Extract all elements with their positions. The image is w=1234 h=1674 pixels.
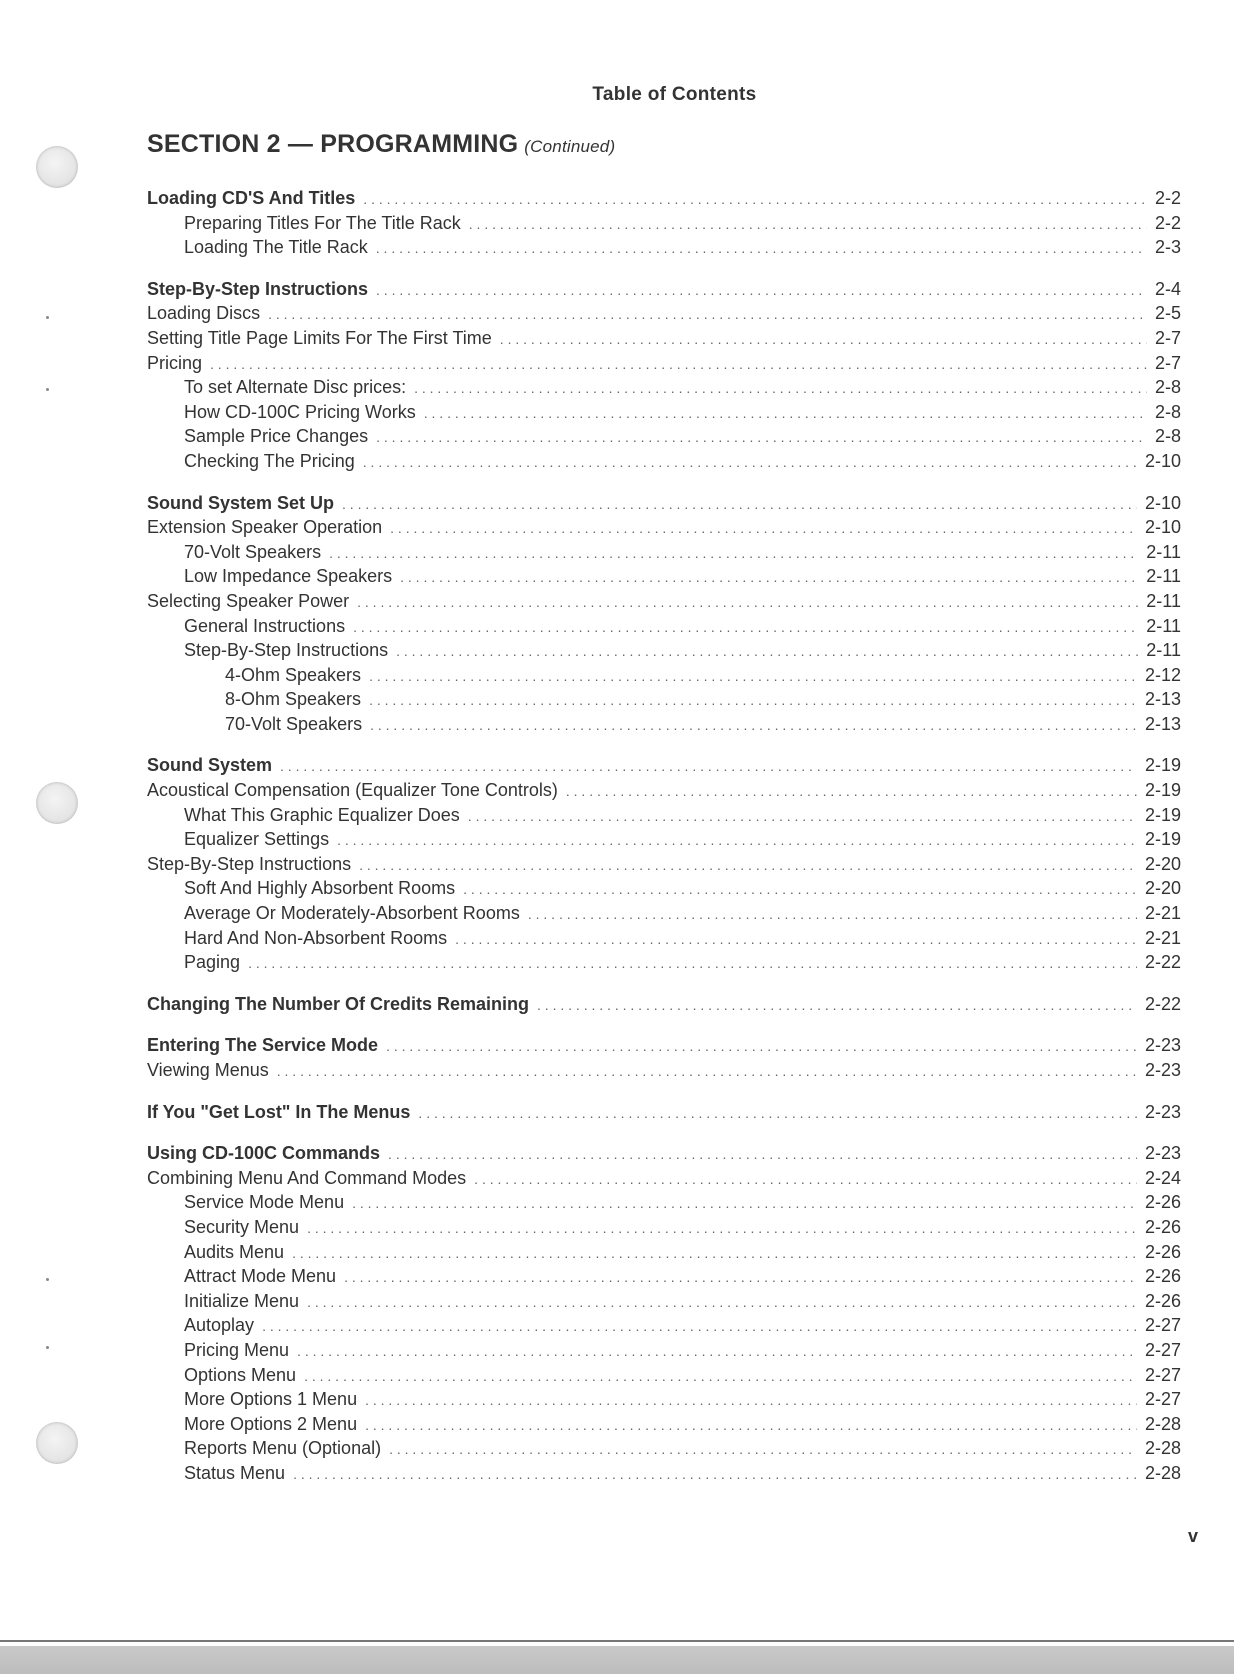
toc-entry-title: Soft And Highly Absorbent Rooms (184, 878, 456, 899)
toc-entry-page: 2-28 (1144, 1462, 1181, 1483)
dot-leader (337, 828, 1137, 853)
toc-entry-title: Average Or Moderately-Absorbent Rooms (184, 903, 520, 924)
toc-entry-title: 70-Volt Speakers (184, 541, 322, 562)
toc-entry-title: Step-By-Step Instructions (147, 278, 369, 299)
dot-leader (292, 1241, 1137, 1266)
toc-entry-page: 2-22 (1144, 993, 1181, 1014)
toc-entry (147, 992, 1181, 1017)
toc-entry (147, 540, 1181, 565)
toc-entry-title: Using CD-100C Commands (147, 1143, 381, 1164)
speck-mark (46, 1346, 49, 1349)
dot-leader (566, 779, 1137, 804)
dot-leader (376, 236, 1147, 261)
page-number: v (1187, 1526, 1198, 1546)
dot-leader (386, 1034, 1137, 1059)
toc-entry-page: 2-11 (1146, 541, 1181, 562)
toc-entry-title: More Options 1 Menu (184, 1389, 358, 1410)
toc-entry-page: 2-23 (1144, 1143, 1181, 1164)
toc-entry-title: How CD-100C Pricing Works (184, 401, 416, 422)
dot-leader (400, 565, 1138, 590)
toc-entry-title: Equalizer Settings (184, 829, 330, 850)
dot-leader (304, 1364, 1137, 1389)
toc-entry (147, 687, 1181, 712)
toc-entry-page: 2-26 (1144, 1192, 1181, 1213)
dot-leader (463, 877, 1137, 902)
toc-entry-title: Extension Speaker Operation (147, 517, 383, 538)
toc-entry (147, 277, 1181, 302)
toc-entry-title: Combining Menu And Command Modes (147, 1167, 467, 1188)
toc-entry-title: 4-Ohm Speakers (225, 664, 362, 685)
dot-leader (528, 902, 1137, 927)
toc-entry-page: 2-28 (1144, 1438, 1181, 1459)
toc-entry-page: 2-26 (1144, 1216, 1181, 1237)
toc-entry-title: If You "Get Lost" In The Menus (147, 1101, 411, 1122)
toc-entry-title: Options Menu (184, 1364, 297, 1385)
toc-entry (147, 803, 1181, 828)
toc-entry-title: Entering The Service Mode (147, 1035, 379, 1056)
dot-leader (357, 590, 1138, 615)
toc-entry-page: 2-3 (1154, 237, 1181, 258)
speck-mark (46, 388, 49, 391)
toc-entry (147, 1141, 1181, 1166)
toc-entry-page: 2-13 (1144, 689, 1181, 710)
toc-entry-page: 2-19 (1144, 804, 1181, 825)
table-of-contents (147, 186, 1181, 1486)
toc-entry (147, 901, 1181, 926)
dot-leader (248, 951, 1137, 976)
toc-entry-title: More Options 2 Menu (184, 1413, 358, 1434)
dot-leader (369, 688, 1137, 713)
dot-leader (376, 278, 1147, 303)
toc-entry-page: 2-24 (1144, 1167, 1181, 1188)
toc-entry-page: 2-27 (1144, 1364, 1181, 1385)
toc-entry-title: Acoustical Compensation (Equalizer Tone Controls) (147, 780, 558, 801)
dot-leader (418, 1101, 1137, 1126)
toc-entry (147, 211, 1181, 236)
dot-leader (468, 804, 1137, 829)
toc-entry (147, 1338, 1181, 1363)
toc-entry (147, 1264, 1181, 1289)
toc-entry (147, 301, 1181, 326)
binder-hole-top (36, 146, 78, 188)
dot-leader (370, 713, 1137, 738)
toc-entry-page: 2-8 (1154, 426, 1181, 447)
binder-hole-middle (36, 782, 78, 824)
toc-entry-title: What This Graphic Equalizer Does (184, 804, 460, 825)
toc-entry-page: 2-11 (1146, 615, 1181, 636)
toc-entry (147, 712, 1181, 737)
toc-entry-title: Pricing (147, 352, 203, 373)
dot-leader (414, 376, 1147, 401)
dot-leader (307, 1216, 1137, 1241)
toc-entry-page: 2-7 (1154, 352, 1181, 373)
dot-leader (365, 1388, 1137, 1413)
section-continued: (Continued) (524, 137, 616, 156)
binder-hole-bottom (36, 1422, 78, 1464)
dot-leader (396, 639, 1138, 664)
dot-leader (268, 302, 1147, 327)
toc-entry-page: 2-2 (1154, 188, 1181, 208)
toc-entry (147, 186, 1181, 211)
toc-entry (147, 1100, 1181, 1125)
toc-entry-page: 2-4 (1154, 278, 1181, 299)
dot-leader (376, 425, 1147, 450)
toc-entry (147, 663, 1181, 688)
toc-entry-title: Service Mode Menu (184, 1192, 345, 1213)
toc-entry-page: 2-19 (1144, 780, 1181, 801)
toc-entry (147, 1240, 1181, 1265)
toc-entry-title: 70-Volt Speakers (225, 713, 363, 734)
toc-entry (147, 876, 1181, 901)
dot-leader (352, 1191, 1137, 1216)
toc-entry-title: General Instructions (184, 615, 346, 636)
page-header: Table of Contents (592, 84, 757, 105)
toc-entry (147, 424, 1181, 449)
dot-leader (469, 212, 1147, 237)
dot-leader (455, 927, 1137, 952)
toc-entry-title: Setting Title Page Limits For The First Time (147, 327, 492, 348)
scan-edge-line (0, 1640, 1234, 1642)
toc-entry-page: 2-26 (1144, 1266, 1181, 1287)
dot-leader (344, 1265, 1137, 1290)
toc-entry-title: 8-Ohm Speakers (225, 689, 362, 710)
dot-leader (369, 664, 1137, 689)
dot-leader (390, 516, 1137, 541)
dot-leader (280, 754, 1137, 779)
dot-leader (424, 401, 1147, 426)
section-title (147, 130, 615, 159)
toc-entry (147, 1412, 1181, 1437)
toc-entry (147, 1363, 1181, 1388)
section-title-text: SECTION 2 — PROGRAMMING (147, 130, 519, 158)
dot-leader (500, 327, 1147, 352)
toc-entry-page: 2-10 (1144, 450, 1181, 471)
toc-entry-title: Low Impedance Speakers (184, 566, 393, 587)
toc-entry-title: Loading Discs (147, 303, 261, 324)
toc-entry-title: To set Alternate Disc prices: (184, 377, 407, 398)
dot-leader (359, 853, 1137, 878)
toc-entry (147, 515, 1181, 540)
toc-entry-page: 2-28 (1144, 1413, 1181, 1434)
toc-entry-page: 2-5 (1154, 303, 1181, 324)
speck-mark (46, 316, 49, 319)
dot-leader (262, 1314, 1137, 1339)
toc-entry (147, 753, 1181, 778)
toc-entry-page: 2-20 (1144, 878, 1181, 899)
toc-entry (147, 1215, 1181, 1240)
toc-entry (147, 614, 1181, 639)
toc-entry-page: 2-10 (1144, 492, 1181, 513)
toc-entry-title: Sample Price Changes (184, 426, 369, 447)
toc-entry (147, 1289, 1181, 1314)
toc-entry (147, 638, 1181, 663)
dot-leader (537, 993, 1137, 1018)
toc-entry (147, 1313, 1181, 1338)
toc-entry-title: Paging (184, 952, 241, 973)
dot-leader (342, 492, 1137, 517)
toc-entry-page: 2-10 (1144, 517, 1181, 538)
toc-entry-page: 2-11 (1146, 566, 1181, 587)
toc-entry-page: 2-12 (1144, 664, 1181, 685)
toc-entry-title: Loading The Title Rack (184, 237, 368, 258)
toc-entry (147, 852, 1181, 877)
dot-leader (353, 615, 1138, 640)
toc-entry-title: Preparing Titles For The Title Rack (184, 212, 461, 233)
toc-entry-page: 2-8 (1154, 377, 1181, 398)
toc-entry (147, 589, 1181, 614)
dot-leader (389, 1437, 1137, 1462)
dot-leader (277, 1059, 1137, 1084)
toc-entry-title: Status Menu (184, 1462, 286, 1483)
toc-entry (147, 449, 1181, 474)
toc-entry (147, 375, 1181, 400)
toc-entry (147, 1461, 1181, 1486)
toc-entry-title: Audits Menu (184, 1241, 285, 1262)
toc-entry (147, 926, 1181, 951)
toc-entry-title: Checking The Pricing (184, 450, 355, 471)
toc-entry-title: Initialize Menu (184, 1290, 300, 1311)
toc-entry-page: 2-26 (1144, 1290, 1181, 1311)
toc-entry (147, 491, 1181, 516)
toc-entry-title: Sound System (147, 755, 273, 776)
toc-entry (147, 1166, 1181, 1191)
toc-entry-title: Hard And Non-Absorbent Rooms (184, 927, 448, 948)
toc-entry-title: Autoplay (184, 1315, 255, 1336)
toc-entry (147, 827, 1181, 852)
toc-entry-page: 2-27 (1144, 1389, 1181, 1410)
toc-entry (147, 1033, 1181, 1058)
toc-entry-page: 2-23 (1144, 1101, 1181, 1122)
toc-entry-page: 2-22 (1144, 952, 1181, 973)
toc-entry-page: 2-13 (1144, 713, 1181, 734)
toc-entry (147, 351, 1181, 376)
toc-entry-title: Changing The Number Of Credits Remaining (147, 993, 530, 1014)
toc-entry-page: 2-11 (1146, 590, 1181, 611)
toc-entry (147, 1387, 1181, 1412)
dot-leader (365, 1413, 1137, 1438)
toc-entry-title: Pricing Menu (184, 1339, 290, 1360)
toc-entry (147, 1190, 1181, 1215)
toc-entry (147, 326, 1181, 351)
toc-entry-page: 2-19 (1144, 829, 1181, 850)
speck-mark (46, 1278, 49, 1281)
toc-entry-title: Loading CD'S And Titles (147, 188, 356, 208)
toc-entry (147, 235, 1181, 260)
dot-leader (363, 187, 1147, 212)
toc-entry (147, 1436, 1181, 1461)
dot-leader (293, 1462, 1137, 1487)
toc-entry-page: 2-20 (1144, 853, 1181, 874)
toc-entry-title: Security Menu (184, 1216, 300, 1237)
toc-entry-page: 2-27 (1144, 1315, 1181, 1336)
toc-entry-title: Selecting Speaker Power (147, 590, 350, 611)
toc-entry-title: Viewing Menus (147, 1060, 269, 1080)
dot-leader (474, 1167, 1137, 1192)
toc-entry-title: Step-By-Step Instructions (147, 853, 352, 874)
toc-entry-page: 2-2 (1154, 212, 1181, 233)
toc-entry-page: 2-7 (1154, 327, 1181, 348)
toc-entry-page: 2-21 (1144, 927, 1181, 948)
toc-entry-title: Sound System Set Up (147, 492, 335, 513)
toc-entry (147, 1058, 1181, 1083)
dot-leader (388, 1142, 1137, 1167)
toc-entry-page: 2-21 (1144, 903, 1181, 924)
scan-edge-band (0, 1646, 1234, 1674)
toc-entry-page: 2-23 (1144, 1035, 1181, 1056)
dot-leader (363, 450, 1137, 475)
dot-leader (297, 1339, 1137, 1364)
toc-entry (147, 950, 1181, 975)
toc-entry-page: 2-27 (1144, 1339, 1181, 1360)
dot-leader (307, 1290, 1137, 1315)
toc-entry-page: 2-23 (1144, 1060, 1181, 1080)
toc-entry-page: 2-26 (1144, 1241, 1181, 1262)
dot-leader (329, 541, 1138, 566)
toc-entry-title: Attract Mode Menu (184, 1266, 337, 1287)
toc-entry-title: Reports Menu (Optional) (184, 1438, 382, 1459)
toc-entry-page: 2-11 (1146, 640, 1181, 661)
toc-entry-page: 2-19 (1144, 755, 1181, 776)
toc-entry (147, 778, 1181, 803)
dot-leader (210, 352, 1147, 377)
toc-entry (147, 400, 1181, 425)
toc-entry-page: 2-8 (1154, 401, 1181, 422)
toc-entry-title: Step-By-Step Instructions (184, 640, 389, 661)
toc-entry (147, 564, 1181, 589)
